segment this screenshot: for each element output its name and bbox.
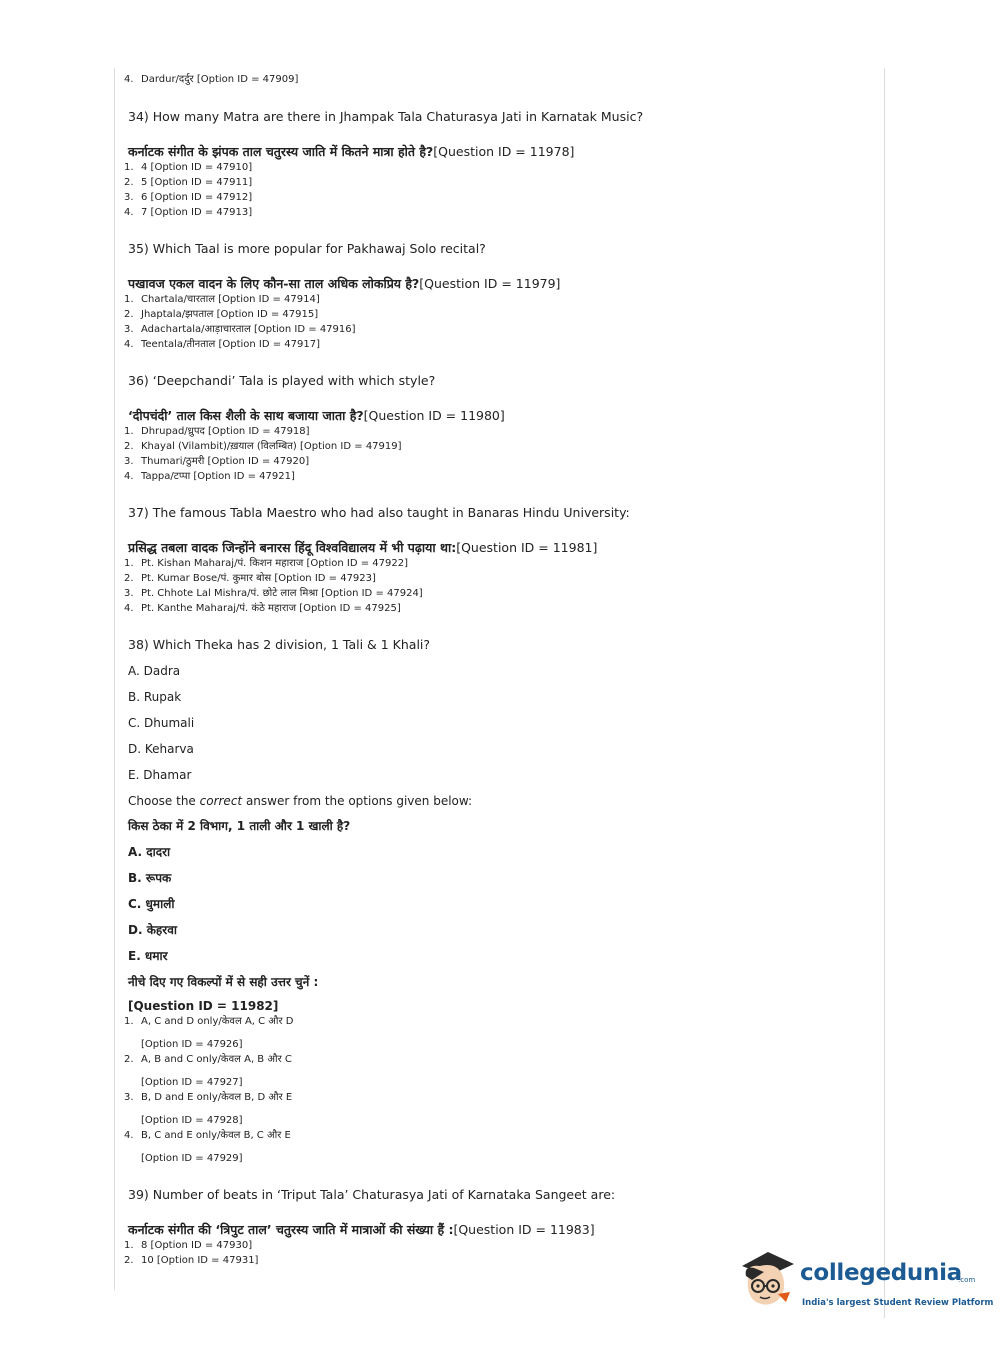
list-item: D. केहरवा [128,923,177,937]
mascot-icon [738,1246,800,1312]
option-line: 4. 7 [Option ID = 47913] [124,207,253,218]
list-item: D. Keharva [128,742,194,756]
list-item: B. रूपक [128,871,172,885]
option-list [124,424,864,484]
question-text-en: 39) Number of beats in ‘Triput Tala’ Chaturasya Jati of Karnataka Sangeet are: [128,1187,616,1202]
option-line: 4. Teentala/तीनताल [Option ID = 47917] [124,339,321,350]
option-list [124,556,864,616]
option-line: 1. A, C and D only/केवल A, C और D [124,1016,294,1027]
question-id: [Question ID = 11982] [128,999,279,1013]
option-line: 2. Jhaptala/झपताल [Option ID = 47915] [124,309,319,320]
question-text-hi: पखावज एकल वादन के लिए कौन-सा ताल अधिक लोकप्रिय है?[Question ID = 11979] [128,276,561,291]
option-line: 3. Thumari/ठुमरी [Option ID = 47920] [124,456,310,467]
list-item: B. Rupak [128,690,182,704]
option-line: 2. A, B and C only/केवल A, B और C [124,1054,292,1065]
question-paper [124,72,864,1268]
option-line: 1. Pt. Kishan Maharaj/पं. किशन महाराज [Option ID = 47922] [124,558,408,569]
option-line: 1. 4 [Option ID = 47910] [124,162,253,173]
option-list [124,1014,864,1166]
list-item: A. Dadra [128,664,181,678]
question-36 [124,373,864,484]
question-text-en: 35) Which Taal is more popular for Pakhawaj Solo recital? [128,241,486,256]
option-line: 4. Pt. Kanthe Maharaj/पं. कंठे महाराज [Option ID = 47925] [124,603,401,614]
option-line: 3. 6 [Option ID = 47912] [124,192,253,203]
question-text-hi: कर्नाटक संगीत के झंपक ताल चतुरस्य जाति में कितने मात्रा होते है?[Question ID = 11978] [128,144,575,159]
logo-dotcom: .com [958,1276,976,1284]
option-line: 4. B, C and E only/केवल B, C और E [124,1130,291,1141]
question-text-en: 38) Which Theka has 2 division, 1 Tali & 1 Khali? [128,637,431,652]
list-item: A. दादरा [128,845,171,859]
option-id: [Option ID = 47926] [141,1039,243,1050]
question-34 [124,109,864,220]
option-line: 1. Dhrupad/ध्रुपद [Option ID = 47918] [124,426,310,437]
question-text-hi: ‘दीपचंदी’ ताल किस शैली के साथ बजाया जाता है?[Question ID = 11980] [128,408,505,423]
option-id: [Option ID = 47927] [141,1077,243,1088]
list-item: E. धमार [128,949,168,963]
option-list [124,160,864,220]
option-line: 2. 5 [Option ID = 47911] [124,177,253,188]
collegedunia-logo[interactable] [738,1246,994,1316]
option-line: 2. 10 [Option ID = 47931] [124,1255,259,1266]
question-text-hi: प्रसिद्ध तबला वादक जिन्होंने बनारस हिंदू विश्वविद्यालय में भी पढ़ाया था:[Question ID = 11981] [128,540,598,555]
page-border-left [114,68,115,1290]
logo-wordmark: collegedunia [800,1260,962,1286]
option-line: 2. Pt. Kumar Bose/पं. कुमार बोस [Option ID = 47923] [124,573,376,584]
option-line: 2. Khayal (Vilambit)/ख़याल (विलम्बित) [Option ID = 47919] [124,441,402,452]
option-line: 3. Adachartala/आड़ाचारताल [Option ID = 47916] [124,324,356,335]
option-line: 3. B, D and E only/केवल B, D और E [124,1092,293,1103]
question-text-hi: कर्नाटक संगीत की ‘त्रिपुट ताल’ चतुरस्य जाति में मात्राओं की संख्या हैं :[Question ID = 11983] [128,1222,595,1237]
question-text-en: 37) The famous Tabla Maestro who had also taught in Banaras Hindu University: [128,505,630,520]
option-id: [Option ID = 47928] [141,1115,243,1126]
option-line: 4. Tappa/टप्पा [Option ID = 47921] [124,471,295,482]
question-38 [124,637,864,1166]
question-35 [124,241,864,352]
question-37 [124,505,864,616]
option-id: [Option ID = 47929] [141,1153,243,1164]
option-list [124,292,864,352]
list-item: C. Dhumali [128,716,195,730]
list-item: C. धुमाली [128,897,175,911]
choose-instruction-hi: नीचे दिए गए विकल्पों में से सही उत्तर चुनें : [128,975,319,989]
question-text-en: 34) How many Matra are there in Jhampak Tala Chaturasya Jati in Karnatak Music? [128,109,644,124]
option-line: 1. Chartala/चारताल [Option ID = 47914] [124,294,320,305]
option-line: 4. Dardur/दर्दुर [Option ID = 47909] [124,74,299,85]
page-border-right [884,68,885,1318]
question-text-hi: किस ठेका में 2 विभाग, 1 ताली और 1 खाली है? [128,819,351,833]
choose-instruction-en: Choose the correct answer from the options given below: [128,794,473,808]
list-item: E. Dhamar [128,768,192,782]
option-line: 1. 8 [Option ID = 47930] [124,1240,253,1251]
question-text-en: 36) ‘Deepchandi’ Tala is played with which style? [128,373,436,388]
option-line: 3. Pt. Chhote Lal Mishra/पं. छोटे लाल मिश्रा [Option ID = 47924] [124,588,423,599]
logo-tagline: India's largest Student Review Platform [802,1298,994,1308]
